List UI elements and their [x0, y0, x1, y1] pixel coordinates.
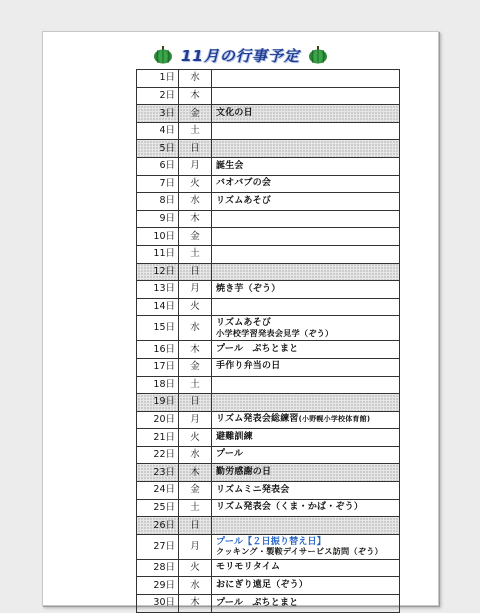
event-cell: [212, 105, 400, 123]
weekday-cell: 金: [179, 358, 212, 376]
day-cell: 23日: [137, 464, 179, 482]
pumpkin-icon: [153, 46, 173, 64]
event-cell: [212, 429, 400, 447]
day-cell: 2日: [137, 87, 179, 105]
weekday-cell: 土: [179, 245, 212, 263]
event-cell: [212, 122, 400, 140]
event-cell: [212, 499, 400, 517]
event-cell: [212, 245, 400, 263]
table-row: [137, 87, 400, 105]
event-text: 避難訓練: [216, 431, 253, 442]
weekday-cell: 日: [179, 394, 212, 412]
event-cell: [212, 482, 400, 500]
weekday-cell: 木: [179, 341, 212, 359]
event-cell: [212, 316, 400, 341]
day-cell: 21日: [137, 429, 179, 447]
event-text: リズムあそび: [216, 318, 272, 329]
table-row: [137, 298, 400, 316]
event-text: リズム発表会総練習: [216, 414, 299, 425]
day-cell: 3日: [137, 105, 179, 123]
event-text: プール【２日振り替え日】: [216, 536, 326, 547]
table-row: [137, 316, 400, 341]
event-cell: [212, 157, 400, 175]
day-cell: 25日: [137, 499, 179, 517]
weekday-cell: 月: [179, 411, 212, 429]
event-cell: [212, 228, 400, 246]
weekday-cell: 月: [179, 534, 212, 559]
table-row: [137, 105, 400, 123]
weekday-cell: 水: [179, 316, 212, 341]
weekday-cell: 火: [179, 175, 212, 193]
weekday-cell: 火: [179, 298, 212, 316]
table-row: [137, 341, 400, 359]
event-cell: [212, 341, 400, 359]
table-row: [137, 140, 400, 158]
day-cell: 8日: [137, 193, 179, 211]
event-cell: [212, 534, 400, 559]
event-text: 勤労感謝の日: [216, 467, 272, 478]
event-text-line2: 小学校学習発表会見学（ぞう）: [216, 327, 334, 338]
schedule-table: [136, 69, 400, 613]
day-cell: 5日: [137, 140, 179, 158]
event-cell: [212, 210, 400, 228]
event-cell: [212, 87, 400, 105]
table-row: [137, 245, 400, 263]
day-cell: 14日: [137, 298, 179, 316]
weekday-cell: 日: [179, 517, 212, 535]
weekday-cell: 土: [179, 376, 212, 394]
event-cell: [212, 298, 400, 316]
day-cell: 15日: [137, 316, 179, 341]
weekday-cell: 木: [179, 210, 212, 228]
day-cell: 9日: [137, 210, 179, 228]
event-cell: [212, 70, 400, 88]
table-row: [137, 499, 400, 517]
day-cell: 13日: [137, 281, 179, 299]
table-row: [137, 559, 400, 577]
day-cell: 19日: [137, 394, 179, 412]
event-text: リズム発表会（くま・かば・ぞう）: [216, 502, 364, 513]
event-cell: [212, 446, 400, 464]
table-row: [137, 263, 400, 281]
event-cell: [212, 376, 400, 394]
event-text: モリモリタイム: [216, 562, 281, 573]
event-note: (小野幌小学校体育館): [298, 415, 371, 424]
weekday-cell: 水: [179, 70, 212, 88]
document-page: [42, 31, 439, 609]
table-row: [137, 193, 400, 211]
event-text: おにぎり遠足（ぞう）: [216, 580, 309, 591]
table-row: [137, 429, 400, 447]
table-row: [137, 411, 400, 429]
title-row: [43, 45, 438, 65]
day-cell: 10日: [137, 228, 179, 246]
day-cell: 1日: [137, 70, 179, 88]
table-row: [137, 228, 400, 246]
table-row: [137, 358, 400, 376]
page-title: 11月の行事予定: [181, 46, 300, 65]
event-text: リズムミニ発表会: [216, 484, 290, 495]
event-cell: [212, 140, 400, 158]
day-cell: 22日: [137, 446, 179, 464]
weekday-cell: 日: [179, 140, 212, 158]
weekday-cell: 月: [179, 281, 212, 299]
weekday-cell: 土: [179, 499, 212, 517]
weekday-cell: 火: [179, 429, 212, 447]
event-cell: [212, 517, 400, 535]
day-cell: 7日: [137, 175, 179, 193]
event-cell: [212, 464, 400, 482]
event-text: バオバブの会: [216, 178, 272, 189]
event-text: 手作り弁当の日: [216, 361, 281, 372]
day-cell: 18日: [137, 376, 179, 394]
event-cell: [212, 559, 400, 577]
schedule-body: [137, 70, 400, 613]
table-row: [137, 595, 400, 613]
event-text: リズムあそび: [216, 195, 272, 206]
table-row: [137, 281, 400, 299]
table-row: [137, 210, 400, 228]
event-text-line2: クッキング・製鞍デイサービス訪問（ぞう）: [216, 546, 383, 557]
table-row: [137, 70, 400, 88]
table-row: [137, 446, 400, 464]
day-cell: 12日: [137, 263, 179, 281]
day-cell: 17日: [137, 358, 179, 376]
table-row: [137, 122, 400, 140]
event-cell: [212, 193, 400, 211]
event-cell: [212, 175, 400, 193]
table-row: [137, 482, 400, 500]
weekday-cell: 水: [179, 446, 212, 464]
event-text: 文化の日: [216, 107, 253, 118]
event-cell: [212, 263, 400, 281]
weekday-cell: 木: [179, 87, 212, 105]
day-cell: 16日: [137, 341, 179, 359]
weekday-cell: 水: [179, 577, 212, 595]
weekday-cell: 金: [179, 105, 212, 123]
weekday-cell: 水: [179, 193, 212, 211]
event-cell: [212, 394, 400, 412]
weekday-cell: 土: [179, 122, 212, 140]
event-cell: [212, 411, 400, 429]
table-row: [137, 394, 400, 412]
day-cell: 28日: [137, 559, 179, 577]
weekday-cell: 火: [179, 559, 212, 577]
event-cell: [212, 577, 400, 595]
day-cell: 6日: [137, 157, 179, 175]
table-row: [137, 464, 400, 482]
day-cell: 24日: [137, 482, 179, 500]
day-cell: 26日: [137, 517, 179, 535]
day-cell: 30日: [137, 595, 179, 613]
weekday-cell: 金: [179, 482, 212, 500]
event-text: 誕生会: [216, 160, 244, 171]
event-text: プール: [216, 449, 244, 460]
weekday-cell: 金: [179, 228, 212, 246]
event-text: プール ぷちとまと: [216, 597, 299, 608]
day-cell: 29日: [137, 577, 179, 595]
table-row: [137, 175, 400, 193]
weekday-cell: 日: [179, 263, 212, 281]
weekday-cell: 木: [179, 595, 212, 613]
table-row: [137, 376, 400, 394]
weekday-cell: 月: [179, 157, 212, 175]
event-text: 焼き芋（ぞう）: [216, 283, 281, 294]
day-cell: 27日: [137, 534, 179, 559]
event-text: プール ぷちとまと: [216, 343, 299, 354]
table-row: [137, 517, 400, 535]
event-cell: [212, 281, 400, 299]
event-cell: [212, 595, 400, 613]
weekday-cell: 木: [179, 464, 212, 482]
table-row: [137, 577, 400, 595]
day-cell: 20日: [137, 411, 179, 429]
day-cell: 11日: [137, 245, 179, 263]
day-cell: 4日: [137, 122, 179, 140]
pumpkin-icon: [308, 46, 328, 64]
table-row: [137, 157, 400, 175]
event-cell: [212, 358, 400, 376]
table-row: [137, 534, 400, 559]
